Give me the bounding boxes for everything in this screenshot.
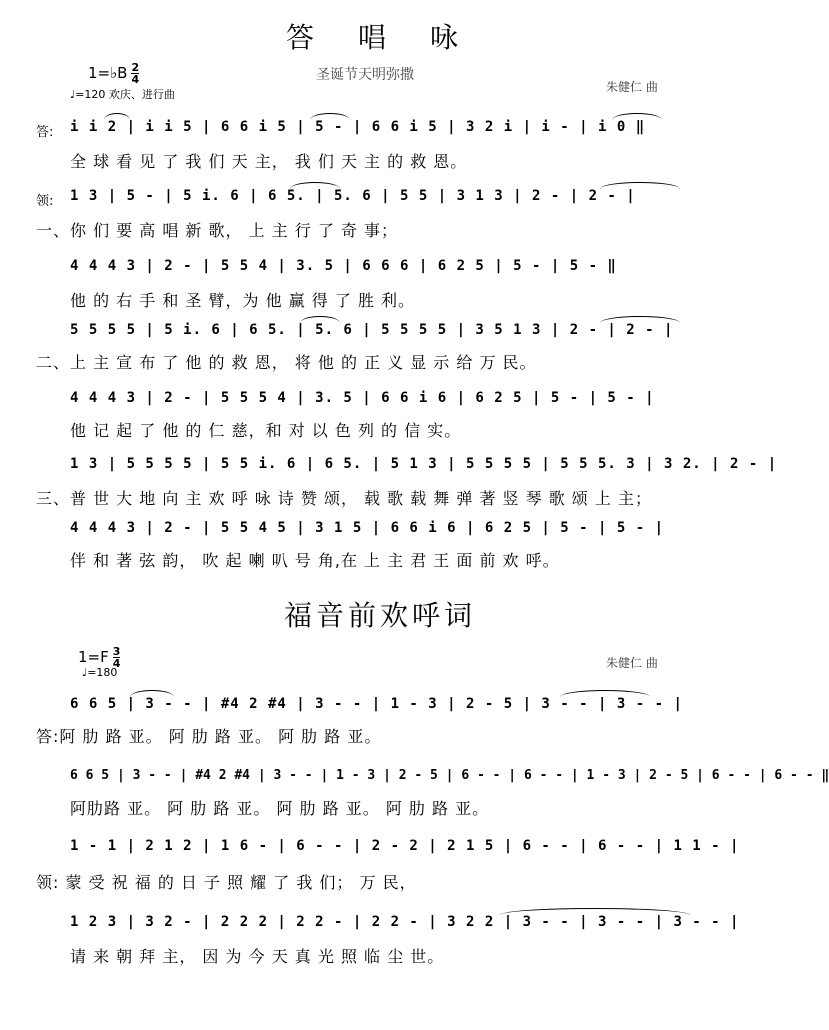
- song2-line-0-notes: 6 6 5 | 3 - - | #4 2 #4 | 3 - - | 1 - 3 | 2 - 5 | 3 - - | 3 - - |: [70, 696, 683, 712]
- song1-time-signature: [131, 62, 139, 85]
- song1-line-1-label: 领:: [36, 194, 54, 209]
- tie-mark: [500, 908, 690, 915]
- song1-line-0-notes: i i 2 | i i 5 | 6 6 i 5 | 5 - | 6 6 i 5 | 3 2 i | i - | i 0 ‖: [70, 119, 646, 135]
- song1-line-4-notes: 4 4 4 3 | 2 - | 5 5 5 4 | 3. 5 | 6 6 i 6 | 6 2 5 | 5 - | 5 - |: [70, 390, 655, 406]
- tie-mark: [290, 182, 340, 189]
- song1-line-6-notes: 4 4 4 3 | 2 - | 5 5 4 5 | 3 1 5 | 6 6 i 6 | 6 2 5 | 5 - | 5 - |: [70, 520, 665, 536]
- song1-line-4-lyrics: 他 记 起 了 他 的 仁 慈，和 对 以 色 列 的 信 实。: [70, 421, 462, 440]
- song1-composer: 朱健仁 曲: [606, 80, 658, 94]
- song1-line-0-label: 答:: [36, 125, 54, 140]
- tie-mark: [104, 113, 130, 120]
- song1-tempo: ♩=120 欢庆、进行曲: [70, 88, 175, 101]
- song2-tempo: ♩=180: [82, 666, 118, 679]
- song1-line-0-lyrics: 全 球 看 见 了 我 们 天 主， 我 们 天 主 的 救 恩。: [70, 152, 468, 171]
- tie-mark: [560, 690, 650, 697]
- song2-line-1-lyrics: 阿肋路 亚。 阿 肋 路 亚。 阿 肋 路 亚。 阿 肋 路 亚。: [70, 799, 490, 818]
- song1-time-num: 2: [131, 61, 140, 74]
- song2-time-num: 3: [112, 645, 121, 658]
- song2-line-1-notes: 6 6 5 | 3 - - | #4 2 #4 | 3 - - | 1 - 3 | 2 - 5 | 6 - - | 6 - - | 1 - 3 | 2 - 5 | 6 - - | 6 - - ‖: [70, 768, 829, 783]
- song1-key: [88, 62, 139, 85]
- song2-composer: 朱健仁 曲: [606, 656, 658, 670]
- tie-mark: [130, 690, 174, 697]
- song2-line-0-lyrics: 答:阿 肋 路 亚。 阿 肋 路 亚。 阿 肋 路 亚。: [36, 727, 382, 746]
- song1-time-den: 4: [131, 73, 140, 86]
- tie-mark: [300, 316, 340, 323]
- song1-line-5-notes: 1 3 | 5 5 5 5 | 5 5 i. 6 | 6 5. | 5 1 3 | 5 5 5 5 | 5 5 5. 3 | 3 2. | 2 - |: [70, 456, 778, 472]
- tie-mark: [600, 182, 680, 189]
- tie-mark: [600, 316, 680, 323]
- song1-line-5-lyrics: 三、普 世 大 地 向 主 欢 呼 咏 诗 赞 颂， 载 歌 载 舞 弹 著 竖 琴 歌 颂 上 主；: [36, 489, 652, 508]
- song2-title: 福音前欢呼词: [284, 599, 477, 632]
- song2-line-2-lyrics: 领: 蒙 受 祝 福 的 日 子 照 耀 了 我 们； 万 民，: [36, 873, 417, 892]
- song1-line-6-lyrics: 伴 和 著 弦 韵， 吹 起 喇 叭 号 角,在 上 主 君 王 面 前 欢 呼。: [70, 551, 560, 570]
- tie-mark: [612, 113, 662, 120]
- song1-line-3-lyrics: 二、上 主 宣 布 了 他 的 救 恩， 将 他 的 正 义 显 示 给 万 民。: [36, 353, 537, 372]
- song2-line-3-lyrics: 请 来 朝 拜 主， 因 为 今 天 真 光 照 临 尘 世。: [70, 947, 445, 966]
- song2-time-den: 4: [112, 657, 121, 670]
- tie-mark: [310, 113, 350, 120]
- song2-line-3-notes: 1 2 3 | 3 2 - | 2 2 2 | 2 2 - | 2 2 - | 3 2 2 | 3 - - | 3 - - | 3 - - |: [70, 914, 740, 930]
- song1-subtitle: 圣诞节天明弥撒: [316, 67, 414, 83]
- song1-key-text: 1=♭B: [88, 64, 128, 82]
- song1-line-2-notes: 4 4 4 3 | 2 - | 5 5 4 | 3. 5 | 6 6 6 | 6 2 5 | 5 - | 5 - ‖: [70, 258, 617, 274]
- song2-key-text: 1=F: [78, 648, 109, 666]
- song1-line-3-notes: 5 5 5 5 | 5 i. 6 | 6 5. | 5. 6 | 5 5 5 5 | 3 5 1 3 | 2 - | 2 - |: [70, 322, 674, 338]
- song1-line-1-lyrics: 一、你 们 要 高 唱 新 歌， 上 主 行 了 奇 事；: [36, 221, 399, 240]
- song2-line-2-notes: 1 - 1 | 2 1 2 | 1 6 - | 6 - - | 2 - 2 | 2 1 5 | 6 - - | 6 - - | 1 1 - |: [70, 838, 740, 854]
- song1-line-1-notes: 1 3 | 5 - | 5 i. 6 | 6 5. | 5. 6 | 5 5 | 3 1 3 | 2 - | 2 - |: [70, 188, 636, 204]
- song1-line-2-lyrics: 他 的 右 手 和 圣 臂，为 他 赢 得 了 胜 利。: [70, 291, 416, 310]
- song1-title: 答唱咏: [286, 21, 503, 54]
